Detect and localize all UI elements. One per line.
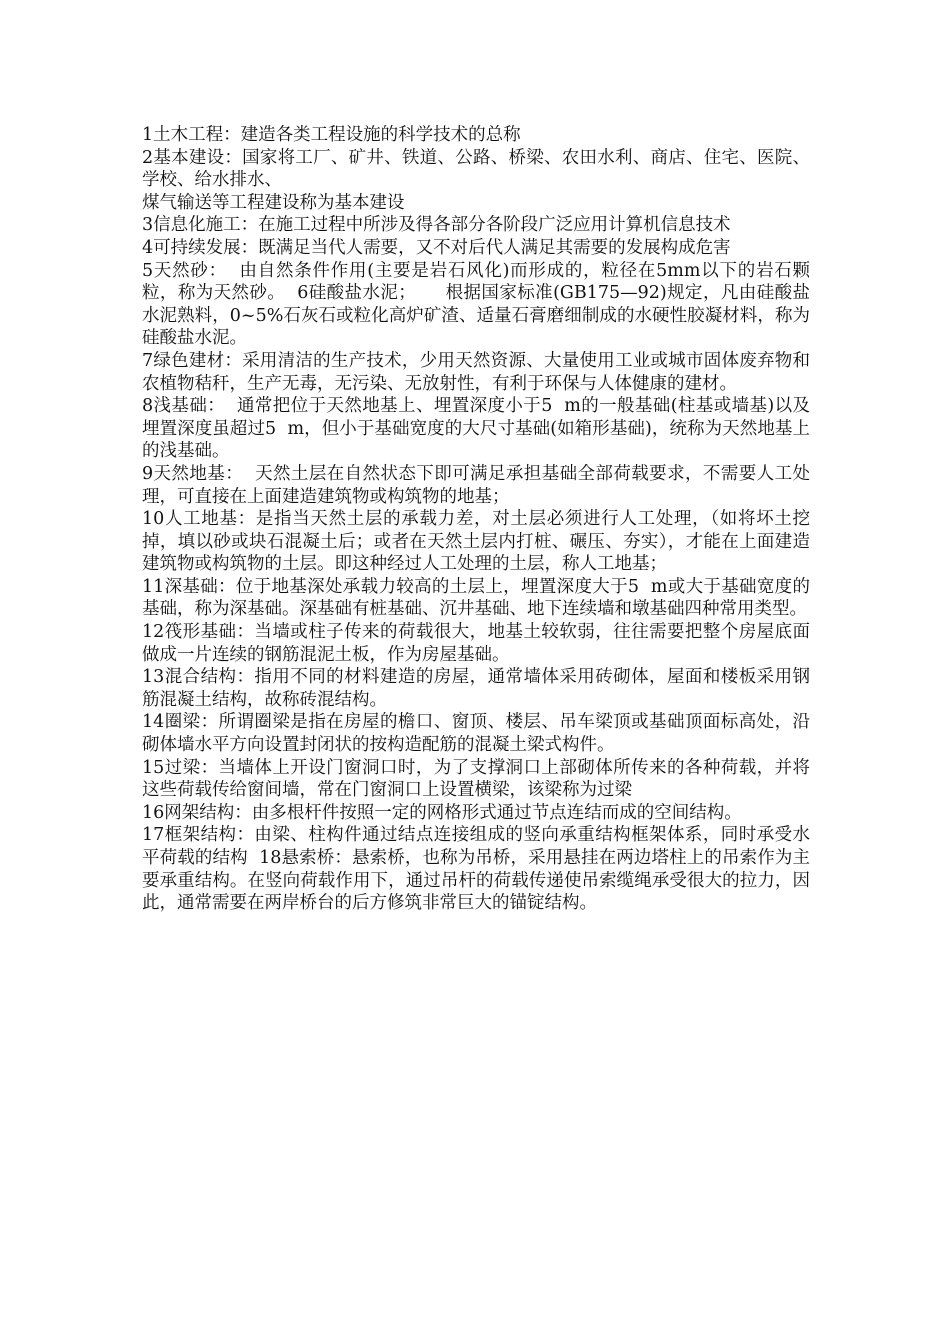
paragraph-3: 煤气输送等工程建设称为基本建设 [142, 192, 405, 213]
paragraph-12: 12筏形基础：当墙或柱子传来的荷载很大，地基土较软弱，往往需要把整个房屋底面做成一片连续的钢筋混泥土板，作为房屋基础。 [142, 622, 810, 665]
paragraph-15: 15过梁：当墙体上开设门窗洞口时，为了支撑洞口上部砌体所传来的各种荷载，并将这些荷载传给窗间墙，常在门窗洞口上设置横梁，该梁称为过梁 [142, 757, 810, 801]
paragraph-14: 14圈梁：所谓圈梁是指在房屋的檐口、窗顶、楼层、吊车梁顶或基础顶面标高处，沿砌体墙水平方向设置封闭状的按构造配筋的混凝土梁式构件。 [142, 712, 810, 756]
paragraph-2: 2基本建设：国家将工厂、矿井、铁道、公路、桥梁、农田水利、商店、住宅、医院、学校、给水排水、 [142, 147, 810, 191]
paragraph-7: 7绿色建材：采用清洁的生产技术，少用天然资源、大量使用工业或城市固体废弃物和农植物秸秆，生产无毒，无污染、无放射性，有利于环保与人体健康的建材。 [142, 350, 810, 394]
paragraph-16: 16网架结构：由多根杆件按照一定的网格形式通过节点连结而成的空间结构。 [142, 802, 742, 823]
paragraph-8: 8浅基础： 通常把位于天然地基上、埋置深度小于5 m的一般基础(柱基或墙基)以及埋置深度虽超过5 m，但小于基础宽度的大尺寸基础(如箱形基础)，统称为天然地基上的浅基础。 [142, 396, 810, 462]
paragraph-13: 13混合结构：指用不同的材料建造的房屋，通常墙体采用砖砌体，屋面和楼板采用钢筋混凝土结构，故称砖混结构。 [142, 667, 810, 710]
paragraph-11: 11深基础：位于地基深处承载力较高的土层上，埋置深度大于5 m或大于基础宽度的基础，称为深基础。深基础有桩基础、沉井基础、地下连续墙和墩基础四种常用类型。 [142, 576, 810, 620]
paragraph-10: 10人工地基：是指当天然土层的承载力差，对土层必须进行人工处理，（如将坏土挖掉，填以砂或块石混凝土后；或者在天然土层内打桩、碾压、夯实），才能在上面建造建筑物或构筑物的土层。即这种经过人工处理的土层，称人工地基； [142, 509, 810, 575]
paragraph-5: 4可持续发展：既满足当代人需要，又不对后代人满足其需要的发展构成危害 [142, 237, 731, 258]
paragraph-4: 3信息化施工：在施工过程中所涉及得各部分各阶段广泛应用计算机信息技术 [142, 215, 731, 236]
paragraph-9: 9天然地基： 天然土层在自然状态下即可满足承担基础全部荷载要求，不需要人工处理，可直接在上面建造建筑物或构筑物的地基； [142, 463, 810, 507]
paragraph-6: 5天然砂： 由自然条件作用(主要是岩石风化)而形成的，粒径在5mm以下的岩石颗粒，称为天然砂。 6硅酸盐水泥； 根据国家标准(GB175—92)规定，凡由硅酸盐水泥熟料，0~5%石灰石或粒化高炉矿渣、适量石膏磨细制成的水硬性胶凝材料，称为硅酸盐水泥。 [142, 260, 810, 349]
document-body [142, 124, 810, 915]
paragraph-1: 1土木工程：建造各类工程设施的科学技术的总称 [142, 125, 521, 145]
paragraph-17: 17框架结构：由梁、柱构件通过结点连接组成的竖向承重结构框架体系，同时承受水平荷载的结构 18悬索桥：悬索桥，也称为吊桥，采用悬挂在两边塔柱上的吊索作为主要承重结构。在竖向荷载作用下，通过吊杆的荷载传递使吊索缆绳承受很大的拉力，因此，通常需要在两岸桥台的后方修筑非常巨大的锚锭结构。 [142, 825, 810, 914]
